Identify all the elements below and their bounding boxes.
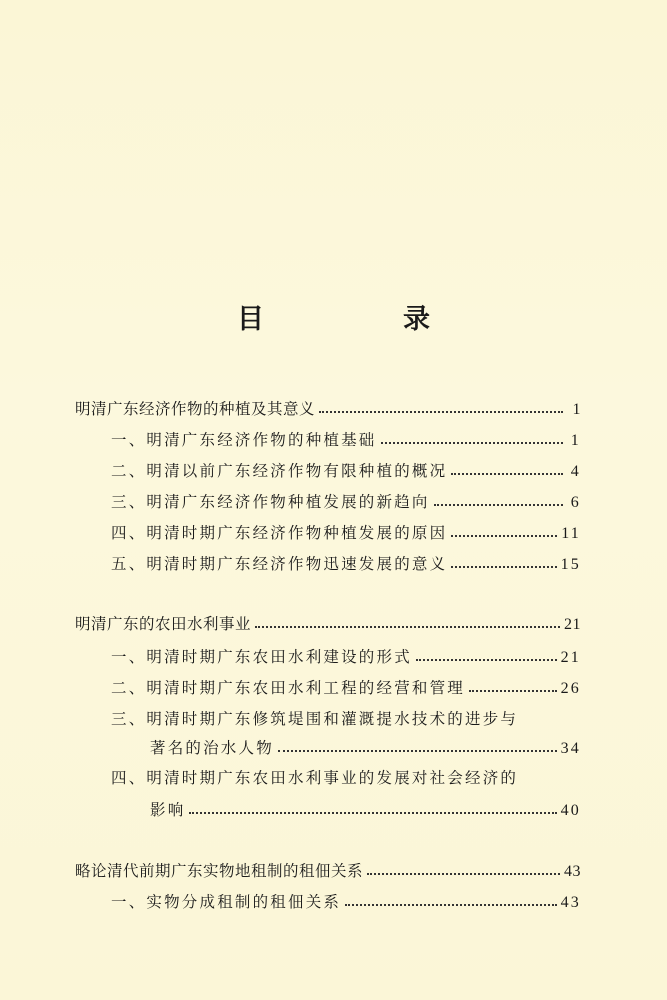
- leader-dots: [451, 535, 557, 537]
- section-title-continued: 影响: [150, 801, 186, 819]
- toc-section[interactable]: [111, 459, 581, 481]
- toc-section-continuation[interactable]: [150, 798, 581, 820]
- leader-dots: [345, 904, 556, 906]
- page-number: 21: [560, 649, 581, 666]
- chapter-title: 明清广东经济作物的种植及其意义: [75, 400, 316, 418]
- section-title: 二、明清时期广东农田水利工程的经营和管理: [111, 679, 466, 697]
- section-title: 四、明清时期广东经济作物种植发展的原因: [111, 524, 448, 542]
- leader-dots: [469, 690, 557, 692]
- page-number: 15: [560, 556, 581, 573]
- toc-chapter[interactable]: [75, 859, 581, 881]
- toc-section[interactable]: [111, 766, 518, 788]
- toc-section[interactable]: [111, 428, 581, 450]
- page-number: 11: [561, 525, 581, 542]
- page-number: 43: [564, 863, 581, 880]
- page-number: 34: [560, 740, 581, 757]
- section-title: 四、明清时期广东农田水利事业的发展对社会经济的: [111, 769, 519, 787]
- toc-section[interactable]: [111, 490, 581, 512]
- toc-chapter[interactable]: [75, 612, 581, 634]
- leader-dots: [189, 812, 556, 814]
- leader-dots: [278, 750, 557, 752]
- leader-dots: [381, 442, 563, 444]
- section-title-continued: 著名的治水人物: [150, 739, 274, 757]
- chapter-title: 略论清代前期广东实物地租制的租佃关系: [75, 862, 364, 880]
- page-number: 26: [560, 680, 581, 697]
- leader-dots: [319, 411, 563, 413]
- leader-dots: [451, 566, 556, 568]
- page-number: 21: [564, 616, 581, 633]
- leader-dots: [367, 873, 560, 875]
- page-number: 6: [570, 494, 581, 511]
- toc-section[interactable]: [111, 645, 581, 667]
- toc-section[interactable]: [111, 890, 581, 912]
- toc-section[interactable]: [111, 676, 581, 698]
- section-title: 一、明清广东经济作物的种植基础: [111, 431, 377, 449]
- section-title: 二、明清以前广东经济作物有限种植的概况: [111, 462, 448, 480]
- leader-dots: [255, 626, 560, 628]
- leader-dots: [434, 504, 563, 506]
- section-title: 一、明清时期广东农田水利建设的形式: [111, 648, 412, 666]
- leader-dots: [451, 473, 563, 475]
- toc-section[interactable]: [111, 521, 581, 543]
- section-title: 三、明清广东经济作物种植发展的新趋向: [111, 493, 430, 511]
- toc-section[interactable]: [111, 552, 581, 574]
- section-title: 五、明清时期广东经济作物迅速发展的意义: [111, 555, 448, 573]
- toc-section[interactable]: [111, 707, 518, 729]
- leader-dots: [416, 659, 557, 661]
- toc-section-continuation[interactable]: [150, 736, 581, 758]
- page-title: 目 录: [237, 304, 486, 335]
- page-number: 1: [572, 401, 581, 418]
- page-number: 43: [560, 894, 581, 911]
- page-number: 4: [570, 463, 581, 480]
- page-number: 40: [560, 802, 581, 819]
- toc-chapter[interactable]: [75, 397, 581, 419]
- page-number: 1: [570, 432, 581, 449]
- chapter-title: 明清广东的农田水利事业: [75, 615, 252, 633]
- section-title: 一、实物分成租制的租佃关系: [111, 893, 342, 911]
- section-title: 三、明清时期广东修筑堤围和灌溉提水技术的进步与: [111, 710, 519, 728]
